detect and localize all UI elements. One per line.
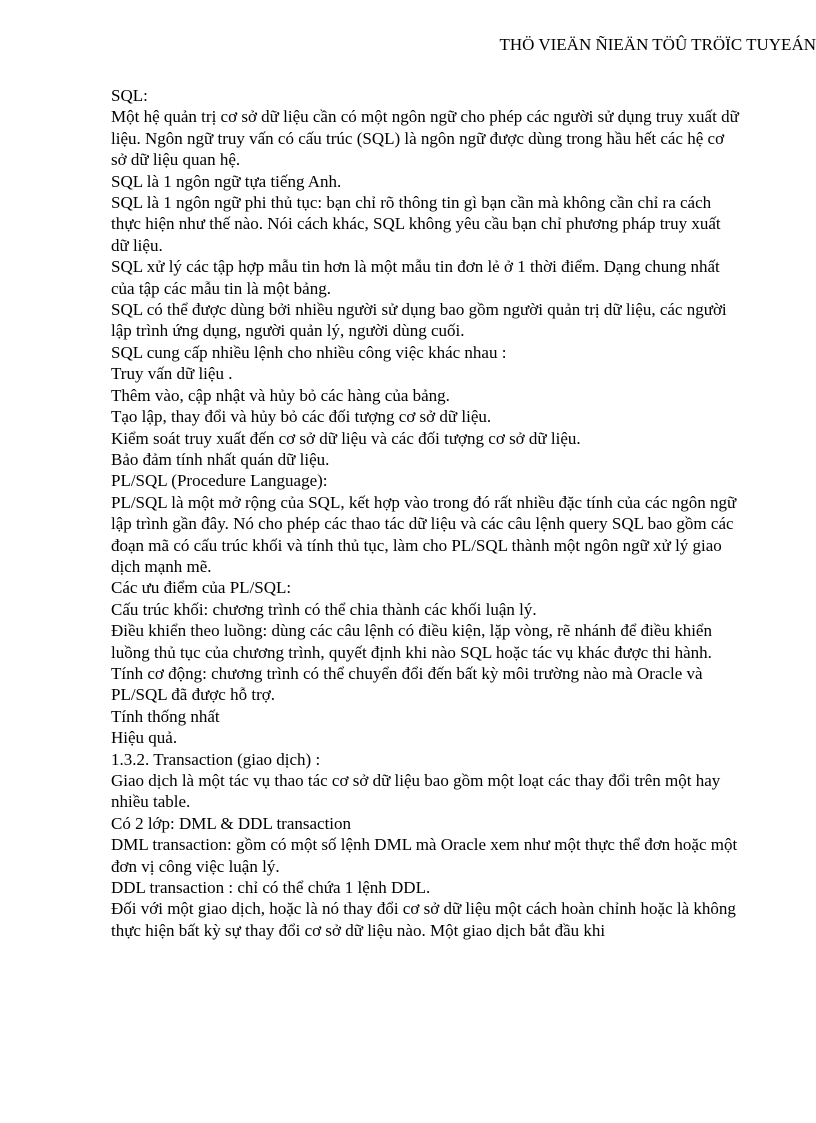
paragraph: SQL là 1 ngôn ngữ tựa tiếng Anh. — [111, 171, 342, 191]
list-item: Truy vấn dữ liệu . — [111, 364, 233, 384]
paragraph: DML transaction: gồm có một số lệnh DML mà Oracle xem như một thực thể đơn hoặc một đơn vị công việc luận lý. — [111, 835, 738, 876]
list-item: Cấu trúc khối: chương trình có thể chia thành các khối luận lý. — [111, 599, 537, 619]
list-item: Tính cơ động: chương trình có thể chuyển đổi đến bất kỳ môi trường nào mà Oracle và PL/SQL đã được hỗ trợ. — [111, 663, 703, 705]
list-item: Bảo đảm tính nhất quán dữ liệu. — [111, 449, 330, 469]
list-item: Hiệu quả. — [111, 728, 178, 748]
page-header — [456, 34, 816, 56]
paragraph: SQL: — [111, 86, 148, 105]
paragraph: SQL cung cấp nhiều lệnh cho nhiều công việc khác nhau : — [111, 342, 507, 362]
list-item: Điều khiển theo luồng: dùng các câu lệnh có điều kiện, lặp vòng, rẽ nhánh để điều khiển luồng thủ tục của chương trình, quyết định khi nào SQL hoặc tác vụ khác được thi hành. — [111, 621, 712, 662]
paragraph: SQL xử lý các tập hợp mẫu tin hơn là một mẫu tin đơn lẻ ở 1 thời điểm. Dạng chung nhất của tập các mẫu tin là một bảng. — [111, 257, 720, 298]
paragraph: Một hệ quản trị cơ sở dữ liệu cần có một ngôn ngữ cho phép các người sử dụng truy xuất dữ liệu. Ngôn ngữ truy vấn có cấu trúc (SQL) là ngôn ngữ được dùng trong hầu hết các hệ cơ sở dữ liệu quan hệ. — [111, 107, 739, 170]
list-item: Kiểm soát truy xuất đến cơ sở dữ liệu và các đối tượng cơ sở dữ liệu. — [111, 428, 581, 448]
section-heading: PL/SQL (Procedure Language): — [111, 471, 328, 491]
list-item: Tính thống nhất — [111, 706, 220, 726]
paragraph: DDL transaction : chỉ có thể chứa 1 lệnh DDL. — [111, 878, 431, 898]
paragraph: SQL là 1 ngôn ngữ phi thủ tục: bạn chỉ rõ thông tin gì bạn cần mà không cần chỉ ra cách thực hiện như thế nào. Nói cách khác, SQL không yêu cầu bạn chỉ phương pháp truy xuất dữ liệu. — [111, 193, 721, 255]
paragraph: Đối với một giao dịch, hoặc là nó thay đổi cơ sở dữ liệu một cách hoàn chỉnh hoặc là không thực hiện bất kỳ sự thay đổi cơ sở dữ liệu nào. Một giao dịch bắt đầu khi — [111, 899, 736, 940]
header-title: THÖ VIEÄN ÑIEÄN TÖÛ TRÖÏC TUYEÁN — [499, 35, 816, 54]
paragraph: PL/SQL là một mở rộng của SQL, kết hợp vào trong đó rất nhiều đặc tính của các ngôn ngữ lập trình gần đây. Nó cho phép các thao tác dữ liệu và các câu lệnh query SQL bao gồm các đoạn mã có cấu trúc khối và tính thủ tục, làm cho PL/SQL thành một ngôn ngữ xử lý giao dịch mạnh mẽ. — [111, 492, 737, 576]
list-item: Thêm vào, cập nhật và hủy bỏ các hàng của bảng. — [111, 385, 450, 405]
paragraph: Các ưu điểm của PL/SQL: — [111, 578, 292, 598]
document-body — [111, 85, 741, 941]
list-item: Tạo lập, thay đổi và hủy bỏ các đối tượng cơ sở dữ liệu. — [111, 407, 492, 427]
paragraph: Giao dịch là một tác vụ thao tác cơ sở dữ liệu bao gồm một loạt các thay đổi trên một hay nhiều table. — [111, 771, 721, 812]
section-heading: 1.3.2. Transaction (giao dịch) : — [111, 749, 321, 769]
paragraph: SQL có thể được dùng bởi nhiều người sử dụng bao gồm người quản trị dữ liệu, các người lập trình ứng dụng, người quản lý, người dùng cuối. — [111, 300, 727, 341]
paragraph: Có 2 lớp: DML & DDL transaction — [111, 813, 352, 833]
